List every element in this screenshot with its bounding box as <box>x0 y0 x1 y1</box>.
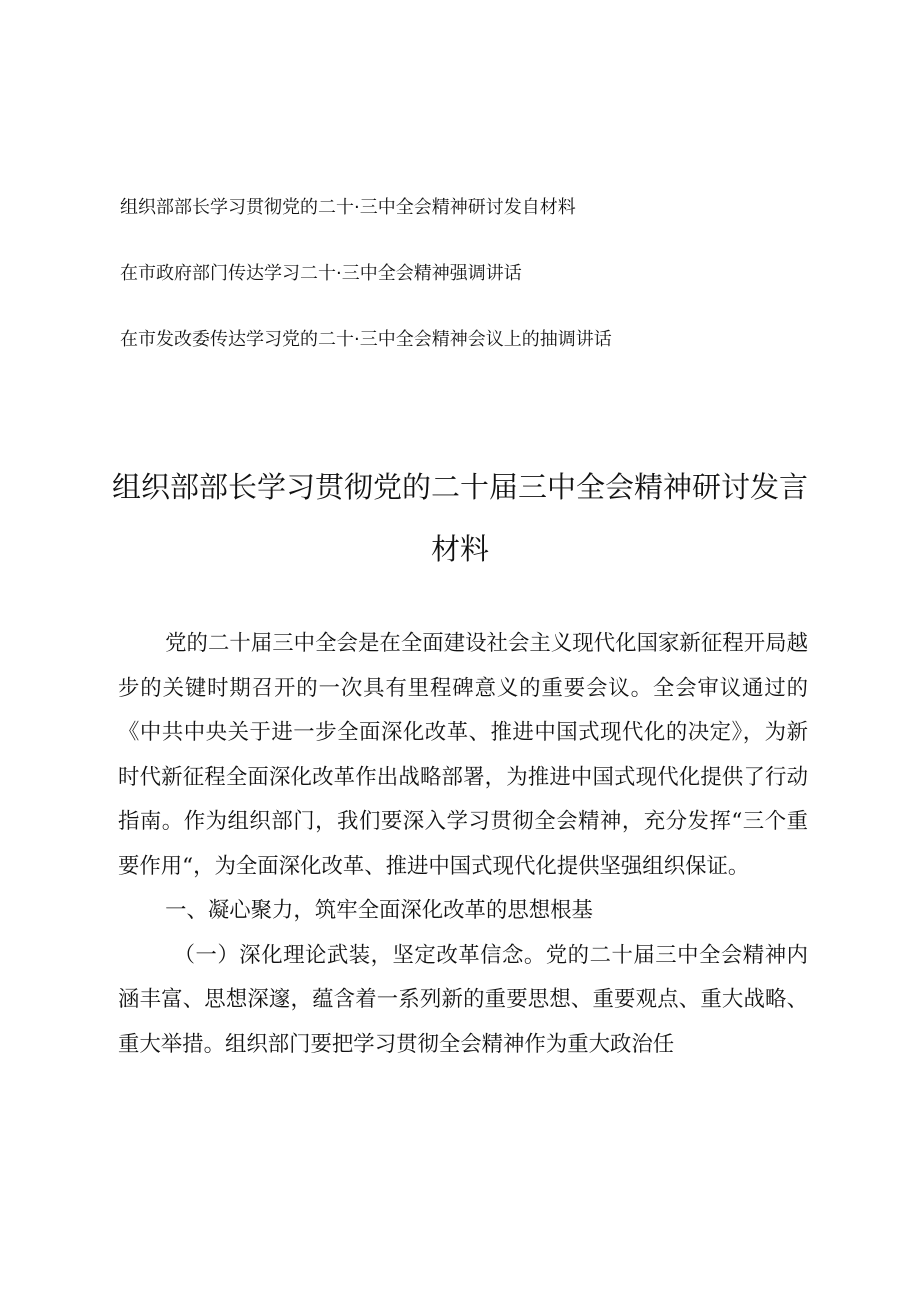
document-title <box>100 456 820 580</box>
toc-item-3: 在市发改委传达学习党的二十·三中全会精神会议上的抽调讲话 <box>120 329 612 350</box>
document-title-line-2: 材料 <box>430 532 489 566</box>
table-of-contents <box>120 196 820 352</box>
body-paragraph-intro: 党的二十届三中全会是在全面建设社会主义现代化国家新征程开局越步的关键时期召开的一次具有里程碑意义的重要会议。全会审议通过的《中共中央关于进一步全面深化改革、推进中国式现代化的决定》，为新时代新征程全面深化改革作出战略部署，为推进中国式现代化提供了行动指南。作为组织部门，我们要深入学习贯彻全会精神，充分发挥“三个重要作用“，为全面深化改革、推进中国式现代化提供坚强组织保证。 <box>118 631 808 879</box>
toc-item-2: 在市政府部门传达学习二十·三中全会精神强调讲话 <box>120 263 522 284</box>
body-paragraph-section-1-1: （一）深化理论武装，坚定改革信念。党的二十届三中全会精神内涵丰富、思想深邃，蕴含着一系列新的重要思想、重要观点、重大战略、重大举措。组织部门要把学习贯彻全会精神作为重大政治任 <box>118 942 808 1057</box>
toc-item-1: 组织部部长学习贯彻党的二十·三中全会精神研讨发自材料 <box>120 197 576 218</box>
document-body <box>118 622 808 1067</box>
document-title-line-1: 组织部部长学习贯彻党的二十届三中全会精神研讨发言 <box>111 470 808 504</box>
section-heading-1: 一、凝心聚力，筑牢全面深化改革的思想根基 <box>165 898 593 923</box>
